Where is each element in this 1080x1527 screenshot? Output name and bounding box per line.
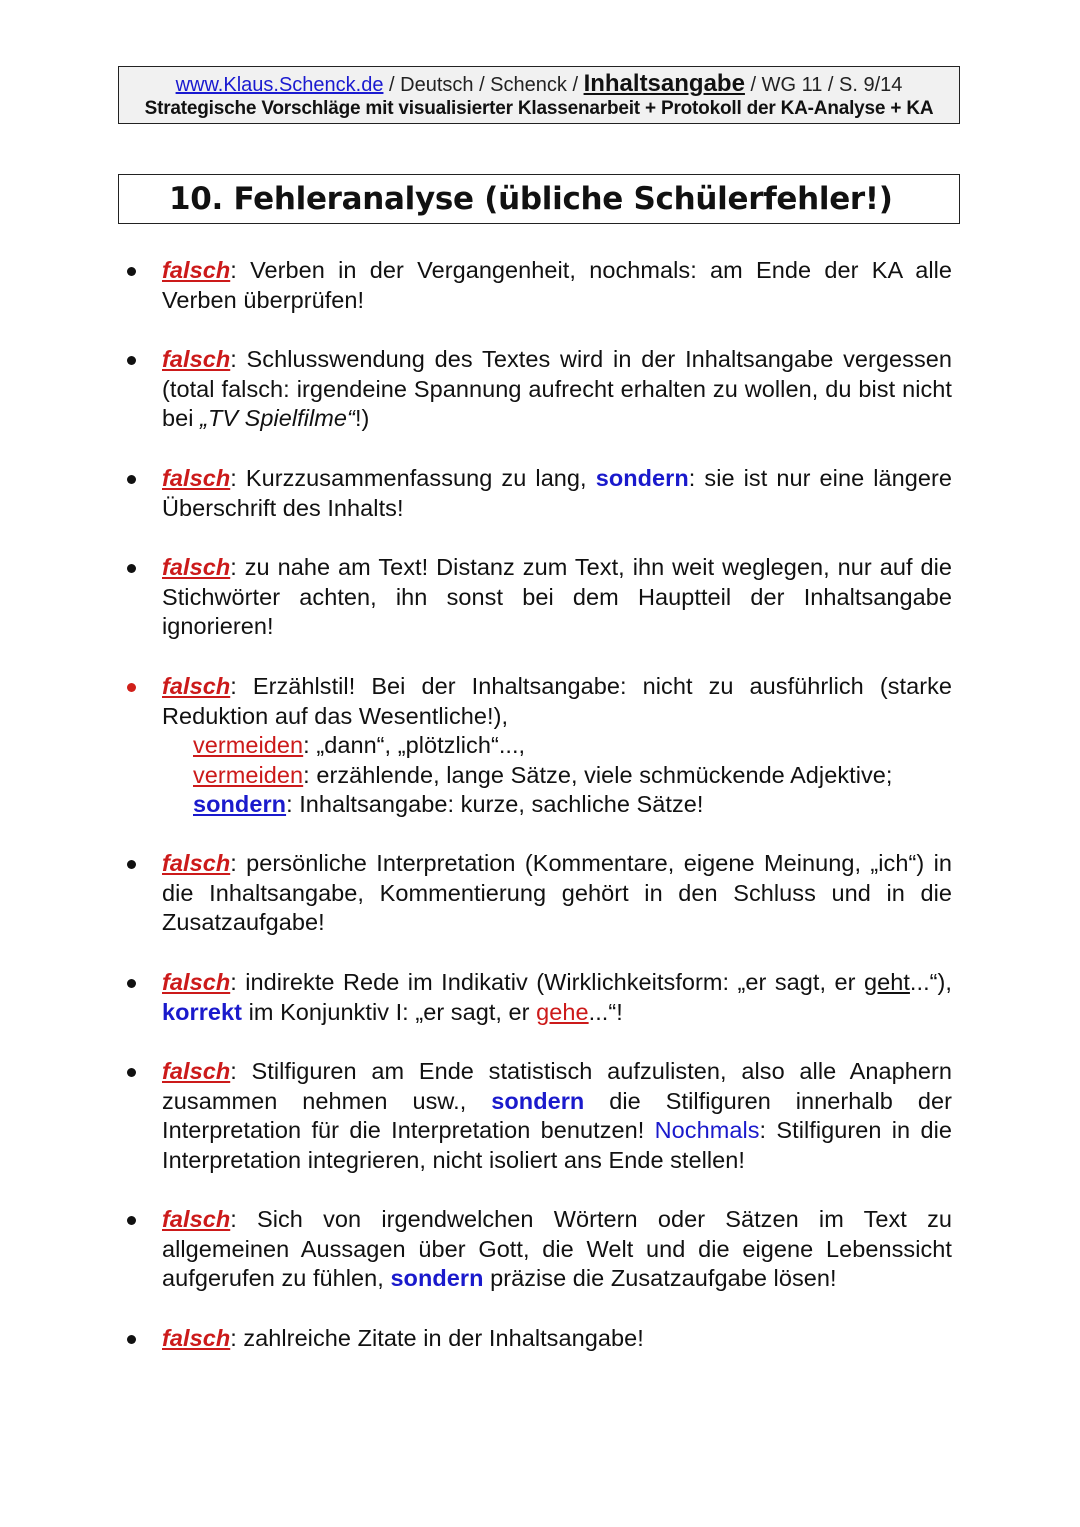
bullet-icon <box>127 475 136 484</box>
label-falsch: falsch <box>162 1058 231 1084</box>
label-sondern: sondern <box>193 791 287 817</box>
label-sondern: sondern <box>491 1087 585 1114</box>
header-line-1 <box>119 72 959 97</box>
label-falsch: falsch <box>162 969 231 995</box>
item-text: falsch: zu nahe am Text! Distanz zum Text, ihn weit weglegen, nur auf die Stichwörter achten, ihn sonst bei dem Hauptteil der Inhaltsangabe ignorieren! <box>162 554 952 639</box>
header-topic: Inhaltsangabe <box>583 70 745 97</box>
bullet-icon <box>127 267 136 276</box>
label-falsch: falsch <box>162 673 231 699</box>
item-text: falsch: Kurzzusammenfassung zu lang, sondern: sie ist nur eine längere Überschrift des Inhalts! <box>162 465 952 521</box>
item-text: falsch: Sich von irgendwelchen Wörtern oder Sätzen im Text zu allgemeinen Aussagen über Gott, die Welt und die eigene Lebenssicht aufgerufen zu fühlen, sondern präzise die Zusatzaufgabe lösen! <box>162 1206 952 1291</box>
header-page-info: / WG 11 / S. 9/14 <box>744 74 903 96</box>
label-falsch: falsch <box>162 554 231 580</box>
label-sondern: sondern <box>390 1265 484 1291</box>
item-text: falsch: persönliche Interpretation (Kommentare, eigene Meinung, „ich“) in die Inhaltsangabe, Kommentierung gehört in den Schluss und in die Zusatzaufgabe! <box>162 850 952 935</box>
label-falsch: falsch <box>162 257 231 283</box>
label-vermeiden: vermeiden <box>193 761 304 788</box>
item-text: falsch: Erzählstil! Bei der Inhaltsangabe: nicht zu ausführlich (starke Reduktion auf das Wesentliche!), vermeiden: „dann“, „plötzlich“..., vermeiden: erzählende, lange Sätze, viele schmückende Adjektive; sondern: Inhaltsangabe: kurze, sachliche Sätze! <box>162 673 952 817</box>
bullet-icon <box>127 1068 136 1077</box>
label-vermeiden: vermeiden <box>193 732 304 758</box>
item-text: falsch: zahlreiche Zitate in der Inhaltsangabe! <box>162 1325 644 1351</box>
label-falsch: falsch <box>162 850 231 876</box>
label-nochmals: Nochmals <box>654 1117 760 1143</box>
website-link[interactable]: www.Klaus.Schenck.de <box>175 74 384 96</box>
bullet-icon <box>127 564 136 573</box>
document-header <box>118 66 960 124</box>
bullet-icon <box>127 979 136 988</box>
label-falsch: falsch <box>162 346 231 372</box>
header-path: / Deutsch / Schenck / <box>383 74 584 96</box>
bullet-icon <box>127 356 136 365</box>
label-sondern: sondern <box>595 465 689 491</box>
label-falsch: falsch <box>162 465 231 491</box>
bullet-icon <box>127 1335 136 1344</box>
label-falsch: falsch <box>162 1325 231 1351</box>
bullet-icon <box>127 683 136 692</box>
label-falsch: falsch <box>162 1206 231 1232</box>
header-line-2: Strategische Vorschläge mit visualisierter Klassenarbeit + Protokoll der KA-Analyse + KA <box>144 98 934 119</box>
item-text: falsch: Verben in der Vergangenheit, nochmals: am Ende der KA alle Verben überprüfen! <box>162 257 952 313</box>
item-text: falsch: Stilfiguren am Ende statistisch aufzulisten, also alle Anaphern zusammen nehmen usw., sondern die Stilfiguren innerhalb der Interpretation für die Interpretation benutzen! Nochmals: Stilfiguren in die Interpretation integrieren, nicht isoliert ans Ende stellen! <box>162 1058 952 1173</box>
section-title: 10. Fehleranalyse (übliche Schülerfehler!) <box>118 174 960 224</box>
bullet-icon <box>127 1216 136 1225</box>
item-text: falsch: Schlusswendung des Textes wird in der Inhaltsangabe vergessen (total falsch: irgendeine Spannung aufrecht erhalten zu wollen, du bist nicht bei „TV Spielfilme“!) <box>162 346 952 431</box>
bullet-icon <box>127 860 136 869</box>
item-text: falsch: indirekte Rede im Indikativ (Wirklichkeitsform: „er sagt, er geht...“), korrekt im Konjunktiv I: „er sagt, er gehe...“! <box>162 969 952 1025</box>
label-korrekt: korrekt <box>162 998 243 1025</box>
